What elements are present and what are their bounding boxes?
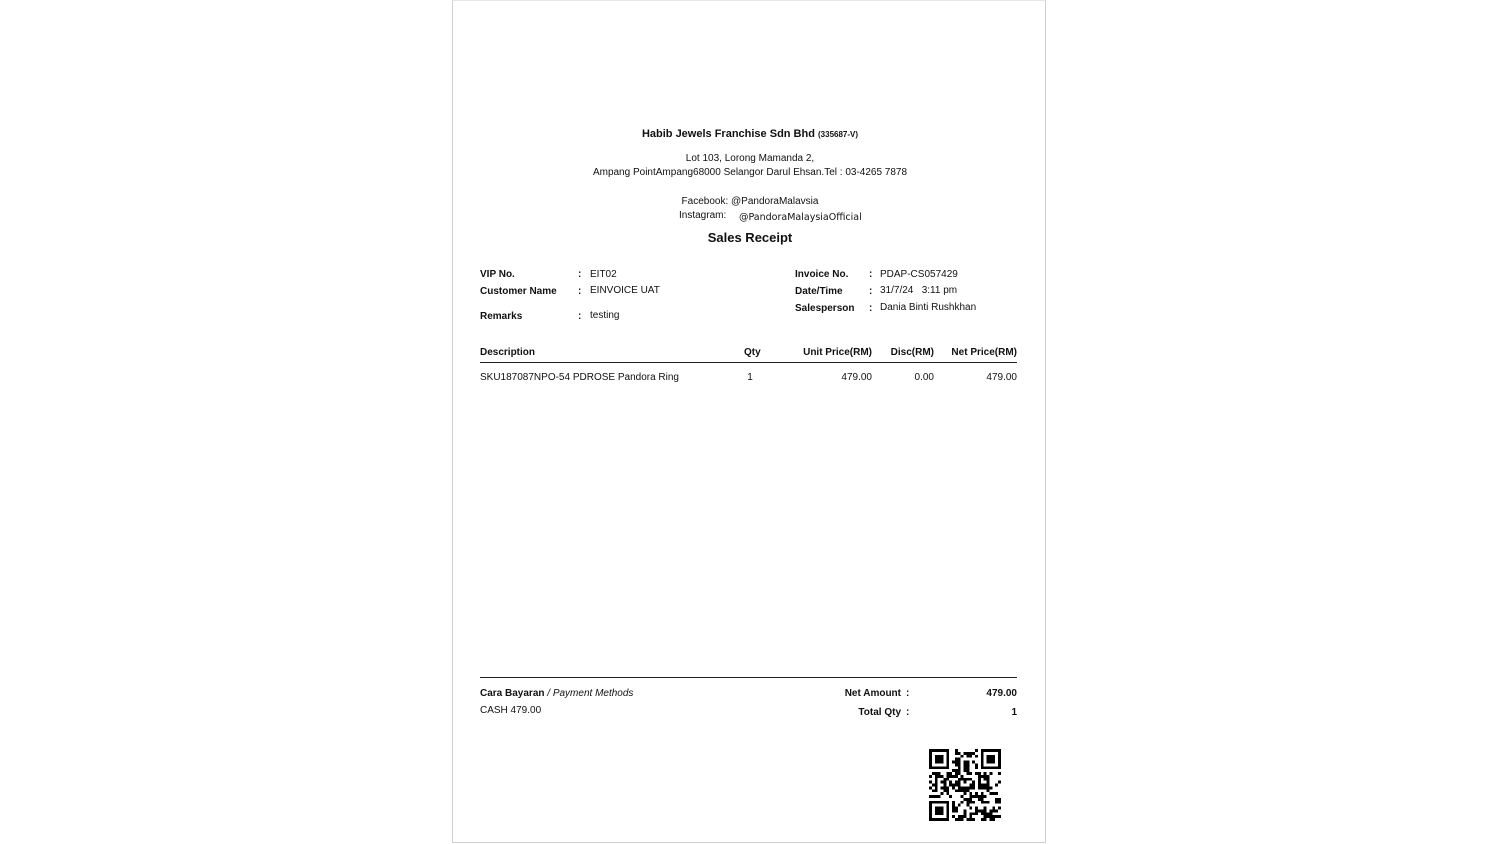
instagram-handle: @PandoraMalaysiaOfficial	[739, 212, 862, 223]
receipt-title: Sales Receipt	[707, 230, 793, 245]
receipt-page	[452, 0, 1046, 843]
salesperson-label: Salesperson	[795, 303, 855, 314]
qr-code-icon	[929, 749, 1001, 821]
total-qty-value: 1	[1011, 707, 1017, 718]
facebook-handle: Facebook: @PandoraMalavsia	[681, 196, 819, 207]
date-time-label: Date/Time	[795, 286, 843, 297]
payment-label-ms: Cara Bayaran	[480, 688, 545, 699]
address-line-2: Ampang PointAmpang68000 Selangor Darul Ehsan.Tel : 03-4265 7878	[592, 167, 908, 178]
invoice-no-value: PDAP-CS057429	[880, 269, 958, 280]
net-amount-value: 479.00	[986, 688, 1017, 699]
colon: :	[869, 303, 873, 314]
row-description: SKU187087NPO-54 PDROSE Pandora Ring	[480, 372, 679, 383]
row-qty: 1	[747, 372, 753, 383]
colon: :	[906, 688, 910, 699]
row-net-price: 479.00	[986, 372, 1017, 383]
payment-value: CASH 479.00	[480, 705, 542, 716]
table-header-rule	[480, 362, 1017, 363]
instagram-label: Instagram:	[679, 210, 727, 221]
column-header-description: Description	[480, 347, 536, 358]
footer-rule	[480, 677, 1017, 678]
company-name: Habib Jewels Franchise Sdn Bhd	[641, 128, 815, 140]
vip-no-label: VIP No.	[480, 269, 515, 280]
salesperson-value: Dania Binti Rushkhan	[880, 302, 977, 313]
customer-name-value: EINVOICE UAT	[590, 285, 660, 296]
column-header-unit-price: Unit Price(RM)	[803, 347, 872, 358]
customer-name-label: Customer Name	[480, 286, 557, 297]
company-name-line	[453, 128, 1047, 140]
payment-methods-label	[480, 688, 633, 699]
colon: :	[578, 286, 582, 297]
invoice-no-label: Invoice No.	[795, 269, 849, 280]
payment-label-en: / Payment Methods	[547, 688, 634, 699]
address-line-1: Lot 103, Lorong Mamanda 2,	[685, 153, 815, 164]
colon: :	[578, 311, 582, 322]
company-registration: (335687-V)	[818, 130, 859, 139]
colon: :	[869, 269, 873, 280]
net-amount-label: Net Amount	[844, 688, 901, 699]
vip-no-value: EIT02	[590, 269, 617, 280]
colon: :	[906, 707, 910, 718]
column-header-disc: Disc(RM)	[890, 347, 934, 358]
column-header-net-price: Net Price(RM)	[951, 347, 1017, 358]
colon: :	[869, 286, 873, 297]
colon: :	[578, 269, 582, 280]
remarks-value: testing	[590, 310, 620, 321]
row-disc: 0.00	[914, 372, 934, 383]
remarks-label: Remarks	[480, 311, 523, 322]
column-header-qty: Qty	[744, 347, 761, 358]
total-qty-label: Total Qty	[858, 707, 901, 718]
date-time-value: 31/7/24 3:11 pm	[880, 285, 958, 296]
row-unit-price: 479.00	[841, 372, 872, 383]
